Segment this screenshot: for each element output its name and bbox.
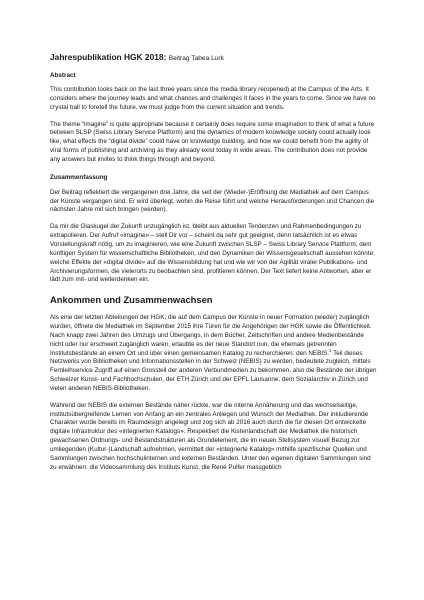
document-body	[50, 52, 378, 473]
title-text: Jahrespublikation HGK 2018:	[50, 52, 167, 62]
section-paragraph-text: Teil dieses Netzwerks von Bibliotheken und Informationsstellen in der Schweiz (NEBIS) zu werden, bedeutete zugleich, mittels Fernleihservice Zugriff auf einen Grossteil der anderen Verbundmedien zu bekommen, also die Bestände der übrigen Schweizer Kunst- und Fachhochschulen, der ETH Zürich und der EPFL Lausanne, dem Sozialarchiv in Zürich und vielen anderen NEBIS-Bibliotheken.	[50, 349, 377, 392]
footnote-marker: 1	[328, 347, 332, 353]
summary-paragraph: Der Beitrag reflektiert die vergangenen drei Jahre, die seit der (Wieder-)Eröffnung der Mediathek auf dem Campus der Künste vergangen sind. Er wird überlegt, wohin die Reise führt und welche Herausforderungen und Chancen die nächsten Jahre mit sich bringen (werden).	[50, 188, 375, 214]
section-paragraph-text: Als eine der letzten Abteilungen der HGK, die auf dem Campus der Künste in neuer Formation (wieder) zugänglich wurden, öffnete die Mediathek im September 2015 ihre Türen für die Angehörigen der HGK sowie die Öffentlichkeit. Nach knapp zwei Jahren des Umzugs und Übergangs, in dem Bücher, Zeitschriften und andere Medienbestände nicht oder nur erschwert zugänglich waren, erlaubte es der neue Standort nun, die ehemals getrennten Institutsbestände an einem Ort und über einen gemeinsamen Katalog zu recherchieren: den NEBIS.	[50, 314, 372, 357]
summary-paragraph: Da mir die Glaskugel der Zukunft unzugänglich ist, bleibt aus aktuellen Tendenzen und Rahmenbedingungen zu extrapolieren. Der Aufruf «imagine» – stell Dir vor – scheint da sehr gut geeignet, denn tatsächlich ist es etwas Vorstellungskraft nötig, um zu imaginieren, wie eine Zukunft zwischen SLSP – Swiss Library Service Plattform, dem künftigen System für wissenschaftliche Bibliotheken, und den Dynamiken der Wissensgesellschaft aussehen könnte; welche Effekte der «digital divide» auf die Wissensbildung hat und wie wir von der Agilität viraler Publikations- und Archivierungsformen, die vielerorts zu beobachten sind, profitieren können. Der Text liefert keine Antworten, aber er lädt zum mit- und weiterdenken ein.	[50, 223, 375, 284]
section-paragraph: Während der NEBIS die externen Bestände näher rückte, war die interne Annäherung und das wechselseitige, institutsübergreifende Lernen von Anfang an ein zentrales Anliegen und Wunsch der Mediathek. Der inkludierende Charakter wurde bereits im Raumdesign angelegt und zog sich ab 2016 auch durch die für diesen Ort entwickelte digitale Infrastruktur des «integrierten Katalogs». Respektiert die Kistenlandschaft der Mediathek die historisch gewachsenen Ordnungs- und Bestandstrukturen als Grundelement, die im neuen Stellsystem visuell Bezug zur umliegenden (Kultur-)Landschaft aufnehmen, vermittelt der «integrierte Katalog» mithilfe spezifischer Quellen und Sammlungen zwischen hochschulinternen und externen Beständen. Unter den eigenen digitalen Sammlungen sind zu erwähnen: die Videosammlung des Instituts Kunst, die René Pulfer massgeblich	[50, 401, 371, 471]
section-heading: Ankommen und Zusammenwachsen	[50, 294, 213, 306]
abstract-paragraph: The theme “imagine” is quite appropriate because it certainly does require some imagination to think of what a future between SLSP (Swiss Library Service Platform) and the dynamics of modern knowledge society could actually look like; what effects the “digital divide” could have on knowledge building, and how we could benefit from the agility of viral forms of publishing and archiving as they already exist today in wide areas. The contribution does not provide any answers but invites to think things through and beyond.	[50, 120, 375, 163]
section-paragraph	[50, 314, 378, 394]
abstract-paragraph: This contribution looks back on the last three years since the media library re(opened) at the Campus of the Arts. It considers where the journey leads and what chances and challenges it faces in the years to come. Since we have no crystal ball to foretell the future, we must judge from the current situation and trends.	[50, 86, 376, 111]
byline-text: Beitrag Tabea Lurk	[168, 55, 224, 62]
abstract-heading: Abstract	[50, 72, 76, 79]
document-title	[50, 52, 378, 64]
summary-heading: Zusammenfassung	[50, 173, 108, 181]
